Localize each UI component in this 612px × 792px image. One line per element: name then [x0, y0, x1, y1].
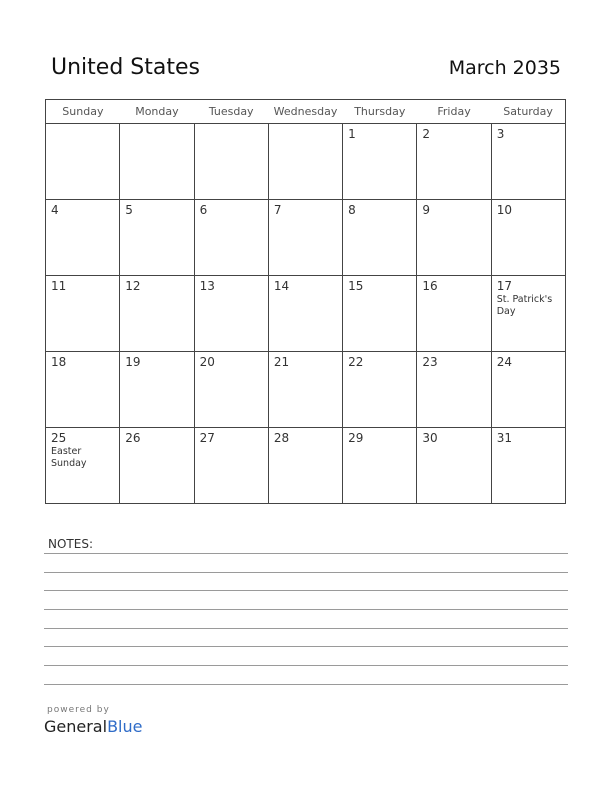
weekday-sunday: Sunday	[46, 100, 120, 124]
note-line	[44, 646, 568, 647]
calendar-grid	[45, 99, 566, 504]
brand-blue: Blue	[107, 717, 143, 736]
day-number: 31	[496, 431, 512, 445]
day-cell	[343, 428, 417, 504]
note-line	[44, 609, 568, 610]
day-cell	[491, 428, 565, 504]
day-cell	[417, 428, 491, 504]
day-number: 10	[496, 203, 512, 217]
day-cell	[417, 200, 491, 276]
day-number: 15	[348, 279, 364, 293]
day-number: 8	[348, 203, 356, 217]
month-year-title: March 2035	[448, 57, 561, 79]
generalblue-logo	[44, 717, 142, 736]
day-number: 6	[199, 203, 208, 217]
day-cell	[194, 200, 268, 276]
day-number: 12	[125, 279, 141, 293]
note-line	[44, 553, 568, 554]
day-cell	[417, 124, 491, 200]
day-number: 11	[51, 279, 67, 293]
day-cell	[268, 124, 342, 200]
day-number: 1	[348, 127, 356, 141]
day-cell	[120, 428, 194, 504]
day-number: 18	[51, 355, 67, 369]
note-line	[44, 572, 568, 573]
day-cell	[268, 200, 342, 276]
day-number: 30	[422, 431, 438, 445]
day-number: 16	[422, 279, 438, 293]
day-cell	[194, 428, 268, 504]
day-cell	[120, 352, 194, 428]
day-cell	[194, 124, 268, 200]
day-number: 29	[348, 431, 364, 445]
day-number: 3	[496, 127, 505, 141]
day-number: 5	[125, 203, 133, 217]
powered-by-text: powered by	[47, 705, 110, 715]
weekday-wednesday: Wednesday	[268, 100, 342, 124]
week-row-1	[46, 124, 566, 200]
day-number: 17	[496, 279, 512, 293]
day-cell	[46, 124, 120, 200]
day-number: 28	[273, 431, 290, 445]
day-cell	[343, 276, 417, 352]
holiday-label: St. Patrick's Day	[496, 294, 553, 317]
weekday-thursday: Thursday	[343, 100, 417, 124]
day-cell	[268, 352, 342, 428]
day-number: 26	[125, 431, 141, 445]
week-row-4	[46, 352, 566, 428]
day-cell	[46, 428, 120, 504]
note-line	[44, 628, 568, 629]
day-cell	[417, 276, 491, 352]
weekday-tuesday: Tuesday	[194, 100, 268, 124]
note-line	[44, 590, 568, 591]
day-cell	[491, 124, 565, 200]
notes-label: NOTES:	[48, 537, 93, 551]
day-cell	[120, 200, 194, 276]
day-number: 23	[422, 355, 438, 369]
weekday-header-row	[46, 100, 566, 124]
weekday-friday: Friday	[417, 100, 491, 124]
day-number: 20	[199, 355, 215, 369]
day-cell	[194, 352, 268, 428]
day-number: 25	[51, 431, 67, 445]
day-cell	[343, 200, 417, 276]
weekday-saturday: Saturday	[491, 100, 565, 124]
day-number: 14	[273, 279, 290, 293]
day-cell	[194, 276, 268, 352]
week-row-2	[46, 200, 566, 276]
country-title: United States	[51, 55, 200, 80]
day-number: 13	[199, 279, 215, 293]
day-cell	[46, 276, 120, 352]
day-number: 22	[348, 355, 364, 369]
day-number: 24	[496, 355, 512, 369]
day-number: 7	[273, 203, 282, 217]
day-number: 4	[51, 203, 59, 217]
week-row-5	[46, 428, 566, 504]
day-cell	[46, 352, 120, 428]
day-cell	[491, 352, 565, 428]
day-number: 21	[273, 355, 290, 369]
day-cell	[343, 352, 417, 428]
day-number: 2	[422, 127, 431, 141]
day-number: 9	[422, 203, 431, 217]
weekday-monday: Monday	[120, 100, 194, 124]
day-cell	[120, 276, 194, 352]
day-number: 19	[125, 355, 141, 369]
note-line	[44, 665, 568, 666]
week-row-3	[46, 276, 566, 352]
day-cell	[491, 200, 565, 276]
day-cell	[343, 124, 417, 200]
holiday-label: Easter Sunday	[51, 446, 87, 469]
note-line	[44, 684, 568, 685]
day-cell	[491, 276, 565, 352]
day-cell	[268, 428, 342, 504]
day-number: 27	[199, 431, 215, 445]
brand-general: General	[44, 717, 108, 736]
day-cell	[46, 200, 120, 276]
day-cell	[268, 276, 342, 352]
day-cell	[120, 124, 194, 200]
day-cell	[417, 352, 491, 428]
